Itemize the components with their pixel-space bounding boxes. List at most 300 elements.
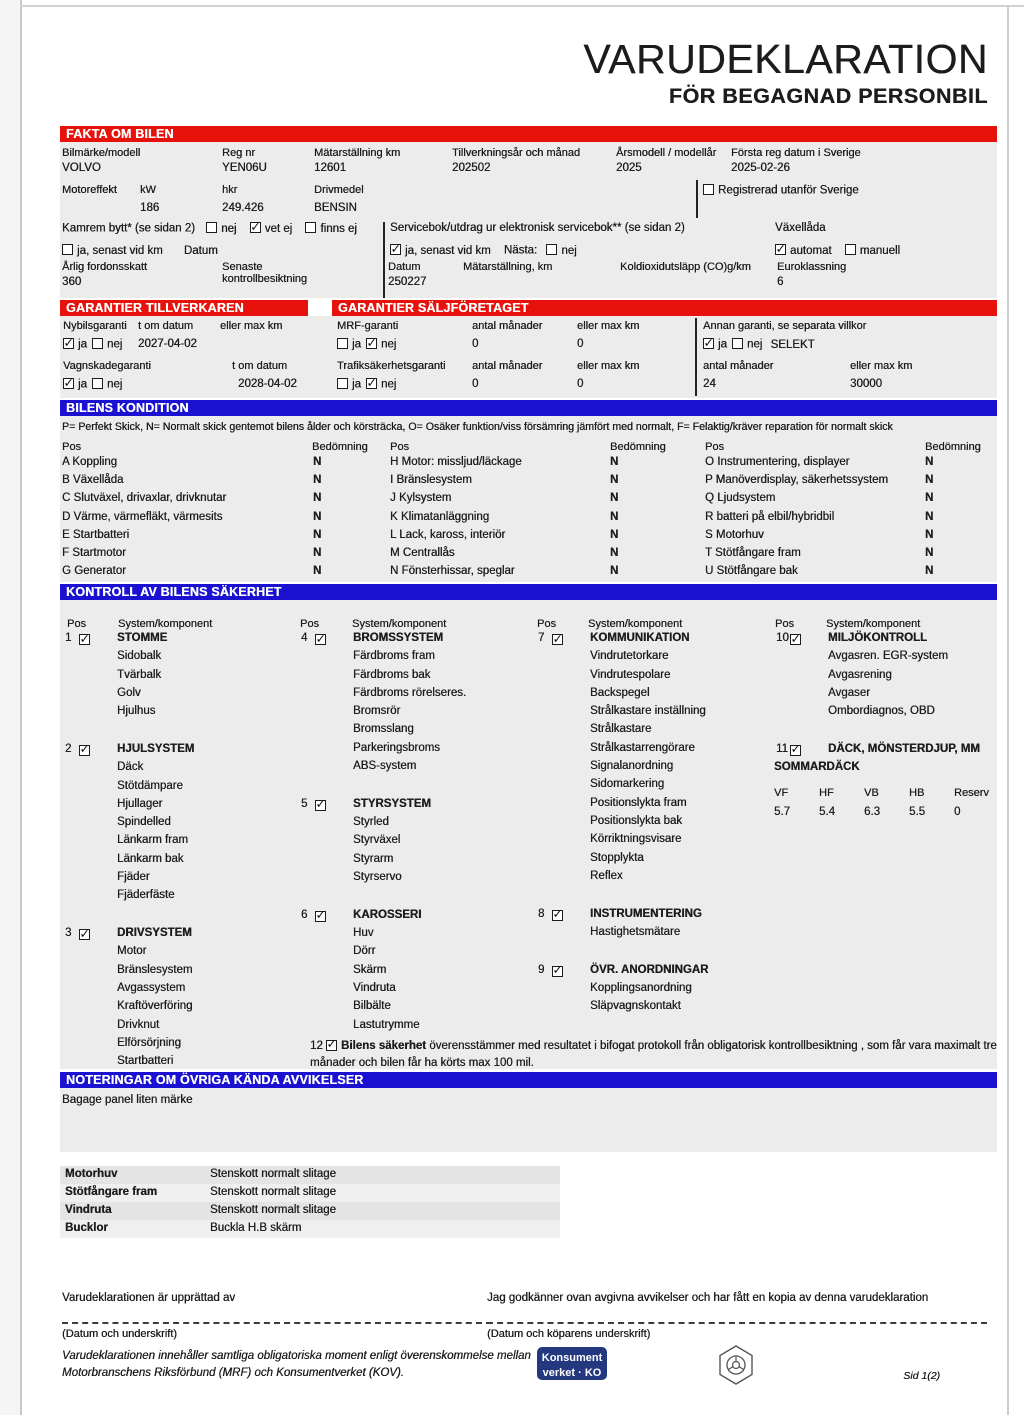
- kontroll-row: [533, 833, 770, 851]
- kontroll-label: Kopplingsanordning: [590, 982, 692, 995]
- tyre-col: [864, 787, 909, 818]
- kontroll-label: Avgasrening: [828, 668, 892, 681]
- kontroll-row: [60, 669, 295, 687]
- kontroll-label: Huv: [353, 927, 374, 940]
- tyre-table: [774, 787, 1004, 818]
- doc-title: VARUDEKLARATION: [583, 36, 988, 82]
- kontroll-row: [296, 705, 532, 723]
- kontroll-label: Sidobalk: [117, 650, 162, 663]
- kontroll-col3: [533, 632, 770, 1019]
- checkbox-kamrem-ja: [62, 244, 73, 255]
- noteringar-row: [60, 1184, 560, 1202]
- kondition-grade: N: [313, 474, 322, 487]
- vagnskade-tom-label: t om datum: [232, 360, 288, 372]
- kw-label: kW: [140, 184, 156, 196]
- kondition-grade: N: [925, 474, 934, 487]
- kontroll-label: Lastutrymme: [353, 1018, 420, 1031]
- konsumentverket-badge: Konsument verket · KO: [537, 1347, 607, 1380]
- kontroll-row: [60, 982, 295, 1000]
- kontroll-pos: 3: [65, 927, 72, 940]
- nybil-datum: 2027-04-02: [138, 338, 197, 350]
- kontroll-row: [771, 743, 997, 761]
- kondition-item-label: R batteri på elbil/hybridbil: [705, 510, 835, 523]
- noteringar-free-text: Bagage panel liten märke: [62, 1094, 193, 1106]
- kontroll-col1: [60, 632, 295, 1074]
- godkanner-text: Jag godkänner ovan avgivna avvikelser och har fått en kopia av denna varudeklaration: [487, 1292, 929, 1304]
- section-bar-garanti-tillverkare: GARANTIER TILLVERKAREN: [60, 300, 308, 316]
- kontroll-label: STYRSYSTEM: [353, 797, 431, 810]
- kontroll-label: Släpvagnskontakt: [590, 1000, 681, 1013]
- drivmedel-label: Drivmedel: [314, 184, 364, 196]
- mrf-antal-label: antal månader: [472, 320, 543, 332]
- mrf-antal-value: 0: [472, 338, 479, 350]
- kontroll-label: Färdbroms fram: [353, 650, 435, 663]
- kondition-item-label: P Manöverdisplay, säkerhetssystem: [705, 474, 889, 487]
- motoreffekt-label: Motoreffekt: [62, 184, 117, 196]
- tyre-col: [819, 787, 864, 818]
- kontroll-row: [296, 945, 532, 963]
- nybil-tom-label: t om datum: [138, 320, 194, 332]
- kondition-item-label: M Centrallås: [390, 546, 455, 559]
- kontroll-row: [533, 742, 770, 760]
- kontroll-label: KOMMUNIKATION: [590, 632, 690, 644]
- kontroll-label: Startbatteri: [117, 1055, 174, 1068]
- kontroll-label: Tvärbalk: [117, 668, 162, 681]
- annan-antal-label: antal månader: [703, 360, 774, 372]
- field-arsmodell: Årsmodell / modellår 2025: [616, 147, 717, 174]
- kondition-col1: [60, 456, 390, 583]
- kontroll-label: Länkarm bak: [117, 852, 184, 865]
- kontroll-label: Parkeringsbroms: [353, 741, 440, 754]
- kontroll-checkbox: [79, 929, 90, 940]
- fakta-divider-servicebok: [383, 222, 385, 298]
- kontroll-label: Strålkastare: [590, 723, 652, 736]
- section-bar-kondition: BILENS KONDITION: [60, 400, 997, 416]
- annan-options: ✓ ja nej SELEKT: [703, 338, 815, 351]
- mrf-garanti-label: MRF-garanti: [337, 320, 399, 332]
- kontroll-pos: 8: [538, 907, 545, 920]
- kondition-grade: N: [925, 510, 934, 523]
- checkbox-trafik-ja: [337, 378, 348, 389]
- kontroll-row: [533, 815, 770, 833]
- scan-top-border: [20, 5, 1024, 7]
- vagnskade-label: Vagnskadegaranti: [63, 360, 151, 372]
- kontroll-note-12: [310, 1038, 1000, 1072]
- kondition-item-label: C Slutväxel, drivaxlar, drivknutar: [62, 492, 227, 505]
- kontroll-row: [296, 669, 532, 687]
- kondition-grade: N: [925, 528, 934, 541]
- registrerad-field: [703, 184, 859, 197]
- trafik-maxkm-label: eller max km: [577, 360, 640, 372]
- kontroll-row: [533, 964, 770, 982]
- garanti-divider: [695, 318, 697, 396]
- kondition-item-label: Q Ljudsystem: [705, 492, 776, 505]
- kondition-item-label: B Växellåda: [62, 474, 124, 487]
- checkbox-annan-nej: [732, 338, 743, 349]
- kontroll-label: Stötdämpare: [117, 779, 183, 792]
- kontroll-row: [296, 964, 532, 982]
- kondition-item-label: E Startbatteri: [62, 528, 130, 541]
- kontroll-label: Golv: [117, 686, 141, 699]
- kontroll-row: [533, 669, 770, 687]
- kondition-grade: N: [313, 456, 322, 468]
- scan-left-border: [20, 0, 22, 1415]
- kontroll-checkbox: [315, 634, 326, 645]
- kondition-row: [703, 474, 997, 492]
- checkbox-mrf-ja: [337, 338, 348, 349]
- kontroll-label: Färdbroms bak: [353, 668, 431, 681]
- kontroll-row: [296, 760, 532, 778]
- kontroll-row: [296, 742, 532, 760]
- kondition-pos-header-3: Pos: [705, 441, 724, 453]
- kontroll-row: [533, 908, 770, 926]
- section-bar-garanti-saljforetag: GARANTIER SÄLJFÖRETAGET: [332, 300, 997, 316]
- checkbox-automat: [775, 244, 786, 255]
- kontroll-pos-header-2: Pos: [300, 618, 319, 630]
- field-koldioxid: Koldioxidutsläpp (CO)g/km: [620, 261, 751, 273]
- kontroll-checkbox: [790, 634, 801, 645]
- trafik-options: ja ✓ nej: [337, 378, 396, 391]
- kontroll-row: [296, 889, 532, 909]
- mrf-options: ja ✓ nej: [337, 338, 396, 351]
- kontroll-row: [771, 723, 997, 743]
- kondition-item-label: A Koppling: [62, 456, 117, 468]
- kamrem-label: Kamrem bytt* (se sidan 2): [62, 222, 195, 235]
- kondition-item-label: L Lack, kaross, interiör: [390, 528, 506, 541]
- note12-pos: 12: [310, 1040, 323, 1052]
- kondition-item-label: J Kylsystem: [390, 492, 452, 505]
- upprattad-label: Varudeklarationen är upprättad av: [62, 1292, 236, 1304]
- kondition-row: [60, 492, 390, 510]
- kontroll-checkbox: [315, 911, 326, 922]
- kontroll-checkbox: [790, 745, 801, 756]
- kontroll-row: [296, 723, 532, 741]
- kondition-col3: [703, 456, 997, 583]
- kontroll-row: [771, 761, 997, 779]
- kontroll-system-header-1: System/komponent: [118, 618, 213, 630]
- kontroll-label: DRIVSYSTEM: [117, 927, 192, 940]
- kontroll-label: Avgassystem: [117, 982, 186, 995]
- kontroll-checkbox: [315, 800, 326, 811]
- vagnskade-datum: 2028-04-02: [238, 378, 297, 390]
- kontroll-row: [771, 705, 997, 723]
- noteringar-note: Buckla H.B skärm: [210, 1222, 302, 1234]
- kontroll-label: Bilbälte: [353, 1000, 391, 1013]
- field-forsta-reg: Första reg datum i Sverige 2025-02-26: [731, 147, 861, 174]
- scan-right-border: [1007, 5, 1009, 1415]
- kontroll-label: Hastighetsmätare: [590, 925, 681, 938]
- kontroll-row: [296, 687, 532, 705]
- kontroll-label: Avgaser: [828, 686, 870, 699]
- kondition-grade: N: [925, 565, 934, 578]
- section-bar-fakta: [60, 126, 997, 142]
- kondition-row: [388, 474, 704, 492]
- kontroll-row: [533, 944, 770, 964]
- kontroll-row: [533, 982, 770, 1000]
- checkbox-kamrem-vetej: [250, 222, 261, 233]
- kontroll-row: [60, 853, 295, 871]
- kontroll-checkbox: [552, 634, 563, 645]
- kontroll-row: [60, 650, 295, 668]
- field-regnr: Reg nr YEN06U: [222, 147, 267, 174]
- kontroll-pos: 5: [301, 797, 308, 810]
- kontroll-row: [60, 871, 295, 889]
- kondition-grade: N: [313, 528, 322, 541]
- kontroll-system-header-2: System/komponent: [352, 618, 447, 630]
- tyre-depth-value: 5.4: [819, 806, 835, 818]
- tyre-position-label: HF: [819, 787, 834, 799]
- kontroll-label: SOMMARDÄCK: [774, 761, 860, 774]
- kontroll-pos: 2: [65, 742, 72, 755]
- kondition-grade: N: [610, 528, 619, 541]
- kontroll-row: [533, 632, 770, 650]
- kontroll-label: Elförsörjning: [117, 1036, 181, 1049]
- kontroll-label: Drivknut: [117, 1018, 160, 1031]
- kontroll-row: [296, 632, 532, 650]
- servicebok-nasta-label: Nästa:: [503, 244, 538, 257]
- kondition-row: [703, 565, 997, 583]
- kondition-item-label: D Värme, värmefläkt, värmesits: [62, 510, 223, 523]
- kontroll-pos: 6: [301, 908, 308, 921]
- kontroll-pos: 10: [776, 632, 789, 644]
- mrf-logo: [716, 1344, 756, 1389]
- kontroll-row: [533, 852, 770, 870]
- kontroll-row: [296, 1000, 532, 1018]
- note12-bold: Bilens säkerhet: [341, 1040, 427, 1052]
- kontroll-pos-header-4: Pos: [775, 618, 794, 630]
- kontroll-row: [533, 760, 770, 778]
- kontroll-label: Bromsslang: [353, 723, 414, 736]
- kondition-item-label: G Generator: [62, 565, 126, 578]
- tyre-position-label: Reserv: [954, 787, 989, 799]
- tyre-col: [954, 787, 999, 818]
- kontroll-row: [771, 687, 997, 705]
- kondition-grade: N: [313, 565, 322, 578]
- vagnskade-options: ✓ja nej: [63, 378, 122, 391]
- kondition-item-label: O Instrumentering, displayer: [705, 456, 850, 468]
- noteringar-row: [60, 1202, 560, 1220]
- kondition-legend: P= Perfekt Skick, N= Normalt skick gentemot bilens ålder och körsträcka, O= Osäker funktion/viss försämring jämfört med normalt, F= Felaktig/kräver reparation för normalt skick: [62, 421, 893, 433]
- kontroll-row: [60, 1037, 295, 1055]
- kamrem-line1: Kamrem bytt* (se sidan 2) nej ✓ vet ej finns ej: [62, 222, 367, 235]
- scan-left-strip: [0, 0, 20, 1415]
- kondition-row: [703, 456, 997, 474]
- kontroll-row: [60, 705, 295, 723]
- kondition-pos-header-2: Pos: [390, 441, 409, 453]
- kontroll-label: Styrservo: [353, 871, 402, 884]
- kondition-row: [60, 547, 390, 565]
- kondition-item-label: N Fönsterhissar, speglar: [390, 565, 515, 578]
- kontroll-row: [296, 816, 532, 834]
- field-fordonsskatt: Årlig fordonsskatt 360: [62, 261, 147, 288]
- kontroll-label: Färdbroms rörelseres.: [353, 686, 467, 699]
- kontroll-label: Körriktningsvisare: [590, 833, 682, 846]
- trafik-label: Trafiksäkerhetsgaranti: [337, 360, 446, 372]
- kontroll-system-header-4: System/komponent: [826, 618, 921, 630]
- kontroll-row: [296, 1019, 532, 1037]
- field-bilmarke: Bilmärke/modell VOLVO: [62, 147, 141, 174]
- kontroll-checkbox: [79, 745, 90, 756]
- kontroll-pos: 9: [538, 963, 545, 976]
- kontroll-row: [771, 650, 997, 668]
- kondition-row: [388, 492, 704, 510]
- kontroll-checkbox: [79, 634, 90, 645]
- kontroll-row: [60, 743, 295, 761]
- hkr-value: 249.426: [222, 202, 264, 214]
- noteringar-part: Vindruta: [65, 1204, 112, 1216]
- kontroll-row: [296, 927, 532, 945]
- kontroll-pos-header-1: Pos: [67, 618, 86, 630]
- kontroll-system-header-3: System/komponent: [588, 618, 683, 630]
- annan-maxkm-value: 30000: [850, 378, 882, 390]
- kontroll-row: [533, 797, 770, 815]
- kontroll-row: [771, 669, 997, 687]
- kondition-item-label: I Bränslesystem: [390, 474, 472, 487]
- checkbox-note12: [326, 1040, 337, 1051]
- kontroll-row: [60, 889, 295, 907]
- kontroll-label: Kraftöverföring: [117, 1000, 193, 1013]
- checkbox-nybil-ja: [63, 338, 74, 349]
- kontroll-row: [533, 870, 770, 888]
- registrerad-label: Registrerad utanför Sverige: [718, 184, 859, 197]
- kontroll-label: Spindelled: [117, 816, 171, 829]
- kontroll-label: Hjullager: [117, 797, 163, 810]
- signature-line-seller: [62, 1322, 492, 1324]
- kondition-row: [60, 565, 390, 583]
- datum-koparens-label: (Datum och köparens underskrift): [487, 1328, 651, 1340]
- mrf-logo-icon: [716, 1344, 756, 1386]
- tyre-depth-value: 5.7: [774, 806, 790, 818]
- checkbox-annan-ja: [703, 338, 714, 349]
- checkbox-servicebok-ja: [390, 244, 401, 255]
- kontroll-row: [60, 798, 295, 816]
- kontroll-row: [60, 1000, 295, 1018]
- kontroll-row: [60, 687, 295, 705]
- kontroll-label: Hjulhus: [117, 705, 156, 718]
- kontroll-label: Fjäder: [117, 871, 150, 884]
- kontroll-label: MILJÖKONTROLL: [828, 632, 928, 644]
- checkbox-servicebok-nej: [546, 244, 557, 255]
- kontroll-label: Styrväxel: [353, 834, 401, 847]
- noteringar-row: [60, 1220, 560, 1238]
- legal-text: Varudeklarationen innehåller samtliga obligatoriska moment enligt överenskommelse mellan Motorbranschens Riksförbund (MRF) och Konsumentverket (KOV).: [62, 1350, 531, 1380]
- kontroll-row: [60, 632, 295, 650]
- tyre-position-label: HB: [909, 787, 925, 799]
- kontroll-pos-header-3: Pos: [537, 618, 556, 630]
- kontroll-row: [296, 778, 532, 798]
- kontroll-label: Dörr: [353, 945, 376, 958]
- noteringar-row: [60, 1166, 560, 1184]
- section-bar-kontroll: KONTROLL AV BILENS SÄKERHET: [60, 584, 997, 600]
- kamrem-datum-label: Datum: [183, 244, 218, 257]
- note12-text: överensstämmer med resultatet i bifogat protokoll från obligatorisk kontrollbesiktning , som får vara maximalt tre månader och bilen får ha körts max 100 mil.: [310, 1040, 997, 1069]
- checkbox-vagnskade-ja: [63, 378, 74, 389]
- kontroll-pos: 4: [301, 632, 308, 644]
- kontroll-label: ÖVR. ANORDNINGAR: [590, 963, 709, 976]
- field-tillverkningsar: Tillverkningsår och månad 202502: [452, 147, 580, 174]
- servicebok-line2: ✓ja, senast vid km Nästa: nej: [390, 244, 587, 257]
- servicebok-label: Servicebok/utdrag ur elektronisk servicebok** (se sidan 2): [390, 222, 685, 234]
- kontroll-row: [533, 926, 770, 944]
- tyre-depth-value: 0: [954, 806, 961, 818]
- kontroll-row: [60, 1019, 295, 1037]
- kontroll-row: [60, 945, 295, 963]
- kontroll-label: INSTRUMENTERING: [590, 907, 702, 920]
- vaxellada-options: ✓automat manuell: [775, 244, 910, 257]
- kontroll-row: [60, 964, 295, 982]
- vaxellada-label: Växellåda: [775, 222, 826, 234]
- kontroll-label: Positionslykta bak: [590, 814, 683, 827]
- kontroll-row: [60, 761, 295, 779]
- mrf-maxkm-value: 0: [577, 338, 584, 350]
- kontroll-row: [533, 650, 770, 668]
- tyre-depth-value: 5.5: [909, 806, 925, 818]
- kondition-grade: N: [313, 510, 322, 523]
- tyre-position-label: VB: [864, 787, 879, 799]
- checkbox-nybil-nej: [92, 338, 103, 349]
- kondition-row: [60, 511, 390, 529]
- kontroll-row: [533, 687, 770, 705]
- doc-subtitle: FÖR BEGAGNAD PERSONBIL: [668, 84, 988, 108]
- kondition-row: [60, 474, 390, 492]
- hkr-label: hkr: [222, 184, 238, 196]
- tyre-col: [909, 787, 954, 818]
- checkbox-manuell: [845, 244, 856, 255]
- nybil-label: Nybilsgaranti: [63, 320, 127, 332]
- annan-maxkm-label: eller max km: [850, 360, 913, 372]
- kontroll-row: [296, 909, 532, 927]
- kontroll-row: [60, 927, 295, 945]
- kontroll-label: HJULSYSTEM: [117, 742, 195, 755]
- kontroll-label: Bränslesystem: [117, 963, 193, 976]
- kontroll-label: Vindrutetorkare: [590, 650, 669, 663]
- kontroll-label: Stopplykta: [590, 851, 644, 864]
- kontroll-row: [60, 834, 295, 852]
- kontroll-row: [296, 982, 532, 1000]
- kontroll-label: Sidomarkering: [590, 778, 665, 791]
- kontroll-label: Motor: [117, 945, 147, 958]
- trafik-antal-label: antal månader: [472, 360, 543, 372]
- checkbox-mrf-nej: [366, 338, 377, 349]
- kontroll-row: [60, 723, 295, 743]
- drivmedel-value: BENSIN: [314, 202, 357, 214]
- kondition-bedomning-header-1: Bedömning: [312, 441, 368, 453]
- annan-antal-value: 24: [703, 378, 716, 390]
- kondition-row: [703, 547, 997, 565]
- noteringar-note: Stenskott normalt slitage: [210, 1204, 336, 1216]
- kondition-item-label: F Startmotor: [62, 546, 126, 559]
- kontroll-label: Ombordiagnos, OBD: [828, 705, 935, 718]
- kondition-item-label: H Motor: missljud/läckage: [390, 456, 522, 468]
- noteringar-part: Bucklor: [65, 1222, 108, 1234]
- kondition-item-label: S Motorhuv: [705, 528, 764, 541]
- kondition-item-label: K Klimatanläggning: [390, 510, 490, 523]
- signature-line-buyer: [487, 1322, 987, 1324]
- nybil-maxkm-label: eller max km: [220, 320, 283, 332]
- kondition-row: [703, 529, 997, 547]
- noteringar-part: Motorhuv: [65, 1168, 118, 1180]
- kontroll-row: [533, 1000, 770, 1018]
- noteringar-note: Stenskott normalt slitage: [210, 1168, 336, 1180]
- kontroll-row: [771, 632, 997, 650]
- kondition-row: [60, 456, 390, 474]
- mrf-maxkm-label: eller max km: [577, 320, 640, 332]
- annan-garanti-namn: SELEKT: [770, 338, 815, 351]
- noteringar-background: [60, 1088, 997, 1152]
- kondition-grade: N: [610, 546, 619, 559]
- kontroll-checkbox: [552, 966, 563, 977]
- kondition-row: [703, 492, 997, 510]
